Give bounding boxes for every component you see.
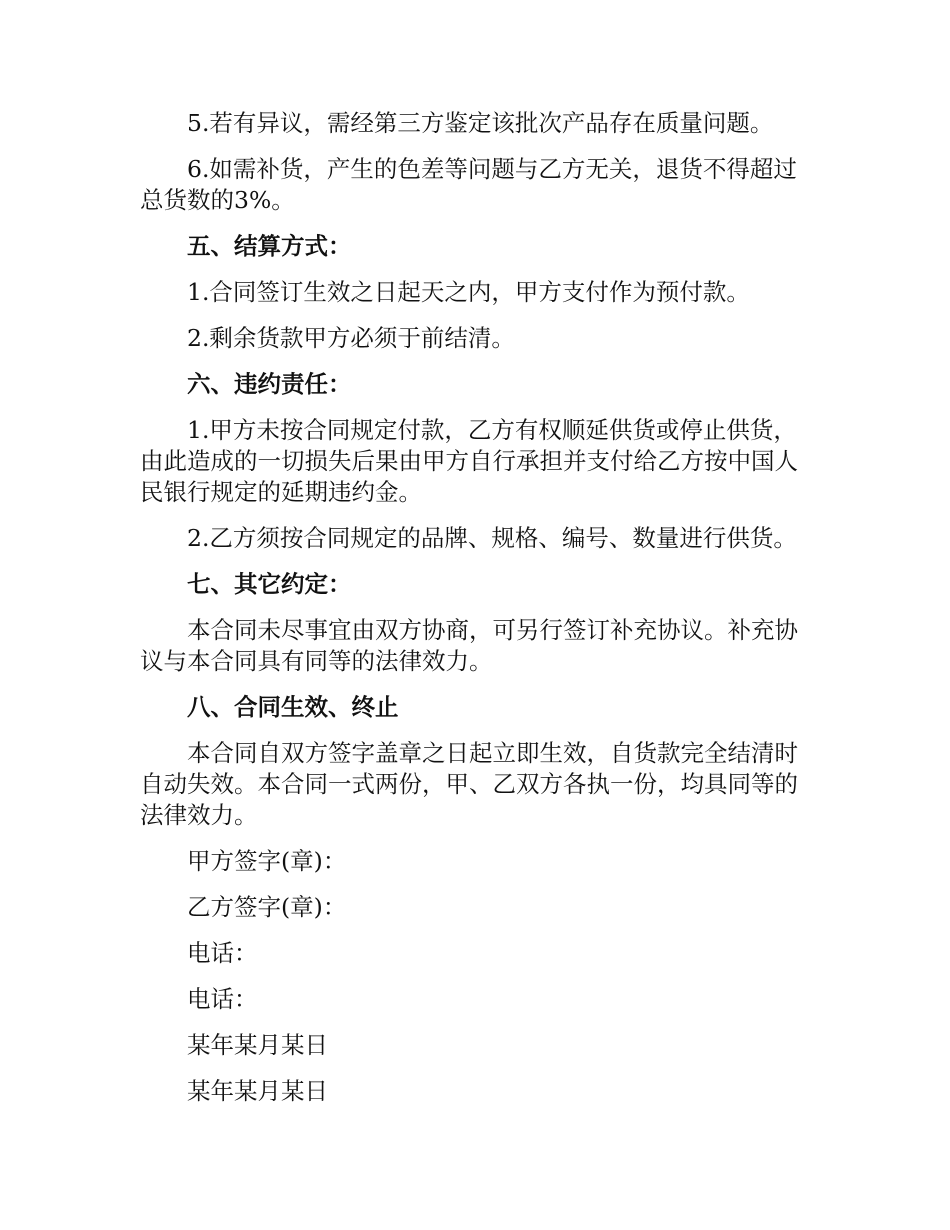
date-party-b: 某年某月某日 xyxy=(187,1077,328,1105)
phone-party-a: 电话： xyxy=(187,939,258,967)
signature-party-a: 甲方签字(章)： xyxy=(187,847,347,875)
clause-5-1: 1.合同签订生效之日起天之内，甲方支付作为预付款。 xyxy=(187,278,750,306)
clause-8: 本合同自双方签字盖章之日起立即生效，自货款完全结清时自动失效。本合同一式两份，甲、乙双方各执一份，均具同等的法律效力。 xyxy=(140,739,798,829)
clause-4-6: 6.如需补货，产生的色差等问题与乙方无关，退货不得超过总货数的3%。 xyxy=(140,155,797,214)
section-heading-effect: 八、合同生效、终止 xyxy=(187,693,399,721)
section-heading-other: 七、其它约定： xyxy=(187,570,352,598)
clause-5-2: 2.剩余货款甲方必须于前结清。 xyxy=(187,324,515,352)
section-heading-breach: 六、违约责任： xyxy=(187,370,352,398)
section-heading-settlement: 五、结算方式： xyxy=(187,232,352,260)
phone-party-b: 电话： xyxy=(187,985,258,1013)
clause-6-2: 2.乙方须按合同规定的品牌、规格、编号、数量进行供货。 xyxy=(187,524,797,552)
clause-4-5: 5.若有异议，需经第三方鉴定该批次产品存在质量问题。 xyxy=(187,109,774,137)
document-body xyxy=(140,108,820,1122)
signature-party-b: 乙方签字(章)： xyxy=(187,893,347,921)
date-party-a: 某年某月某日 xyxy=(187,1031,328,1059)
clause-6-1: 1.甲方未按合同规定付款，乙方有权顺延供货或停止供货，由此造成的一切损失后果由甲方自行承担并支付给乙方按中国人民银行规定的延期违约金。 xyxy=(140,416,798,506)
clause-7: 本合同未尽事宜由双方协商，可另行签订补充协议。补充协议与本合同具有同等的法律效力。 xyxy=(140,616,798,675)
